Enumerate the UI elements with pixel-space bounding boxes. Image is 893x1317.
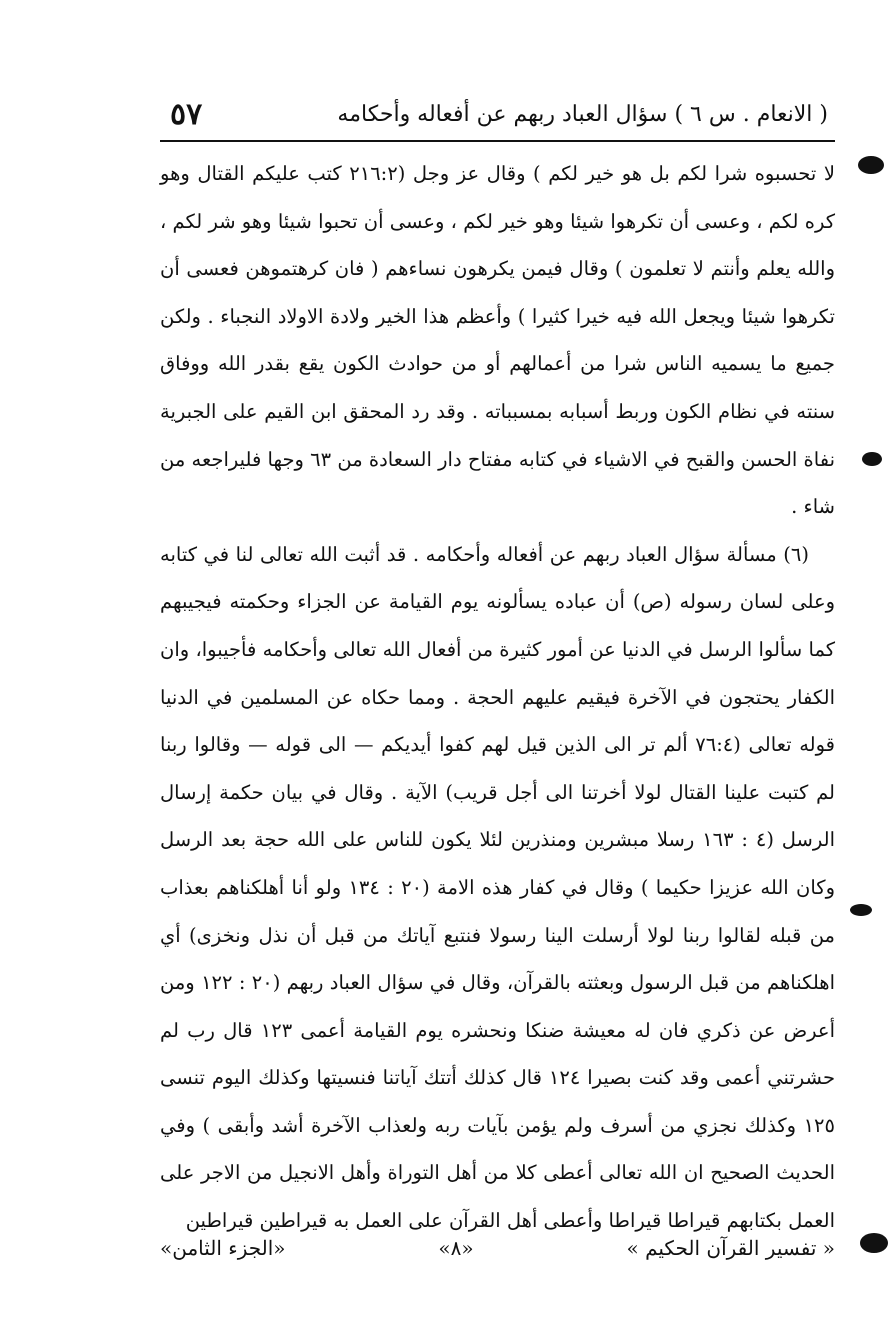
paragraph-2: (٦) مسألة سؤال العباد ربهم عن أفعاله وأحكامه . قد أثبت الله تعالى لنا في كتابه وعلى لسان رسوله (ص) أن عباده يسألونه يوم القيامة عن الجزاء وحكمته فيجيبهم كما سألوا الرسل في الدنيا عن أمور كثيرة من أفعال الله تعالى وأحكامه فأجيبوا، وان الكفار يحتجون في الآخرة فيقيم عليهم الحجة . ومما حكاه عن المسلمين في الدنيا قوله تعالى (٧٦:٤ ألم تر الى الذين قيل لهم كفوا أيديكم — الى قوله — وقالوا ربنا لم كتبت علينا القتال لولا أخرتنا الى أجل قريب) الآية . وقال في بيان حكمة إرسال الرسل (٤ : ١٦٣ رسلا مبشرين ومنذرين لئلا يكون للناس على الله حجة بعد الرسل وكان الله عزيزا حكيما ) وقال في كفار هذه الامة (٢٠ : ١٣٤ ولو أنا أهلكناهم بعذاب من قبله لقالوا ربنا لولا أرسلت الينا رسولا فنتبع آياتك من قبل أن نذل ونخزى) أي اهلكناهم من قبل الرسول وبعثته بالقرآن، وقال في سؤال العباد ربهم (٢٠ : ١٢٢ ومن أعرض عن ذكري فان له معيشة ضنكا ونحشره يوم القيامة أعمى ١٢٣ قال رب لم حشرتني أعمى وقد كنت بصيرا ١٢٤ قال كذلك أتتك آياتنا فنسيتها وكذلك اليوم تنسى ١٢٥ وكذلك نجزي من أسرف ولم يؤمن بآيات ربه ولعذاب الآخرة أشد وأبقى ) وفي الحديث الصحيح ان الله تعالى أعطى كلا من أهل التوراة وأهل الانجيل من الاجر على العمل بكتابهم قيراطا قيراطا وأعطى أهل القرآن على العمل به قيراطين قيراطين: [160, 542, 836, 1233]
running-title: ( الانعام . س ٦ ) سؤال العباد ربهم عن أفعاله وأحكامه: [337, 101, 828, 127]
ink-blot: [858, 156, 884, 174]
body-text: [160, 150, 835, 1245]
footer-sheet-number: «٨»: [438, 1236, 474, 1260]
footer-volume: «الجزء الثامن»: [160, 1236, 286, 1260]
header-rule: [160, 140, 835, 142]
page-header: [170, 92, 828, 136]
paragraph-1: لا تحسبوه شرا لكم بل هو خير لكم ) وقال عز وجل (٢١٦:٢ كتب عليكم القتال وهو كره لكم ، وعسى أن تكرهوا شيئا وهو خير لكم ، وعسى أن تحبوا شيئا وهو شر لكم ، والله يعلم وأنتم لا تعلمون ) وقال فيمن يكرهون نساءهم ( فان كرهتموهن فعسى أن تكرهوا شيئا ويجعل الله فيه خيرا كثيرا ) وأعظم هذا الخير ولادة الاولاد النجباء . ولكن جميع ما يسميه الناس شرا من أعمالهم أو من حوادث الكون يقع بقدر الله ووفاق سنته في نظام الكون وربط أسبابه بمسبباته . وقد رد المحقق ابن القيم على الجبرية نفاة الحسن والقبح في الاشياء في كتابه مفتاح دار السعادة من ٦٣ وجها فليراجعه من شاء .: [160, 162, 835, 519]
ink-blot: [850, 904, 872, 916]
ink-blot: [860, 1233, 888, 1253]
page-footer: [160, 1228, 835, 1268]
page-number: ٥٧: [170, 96, 203, 132]
footer-book-title: « تفسير القرآن الحكيم »: [626, 1236, 835, 1260]
ink-blot: [862, 452, 882, 466]
